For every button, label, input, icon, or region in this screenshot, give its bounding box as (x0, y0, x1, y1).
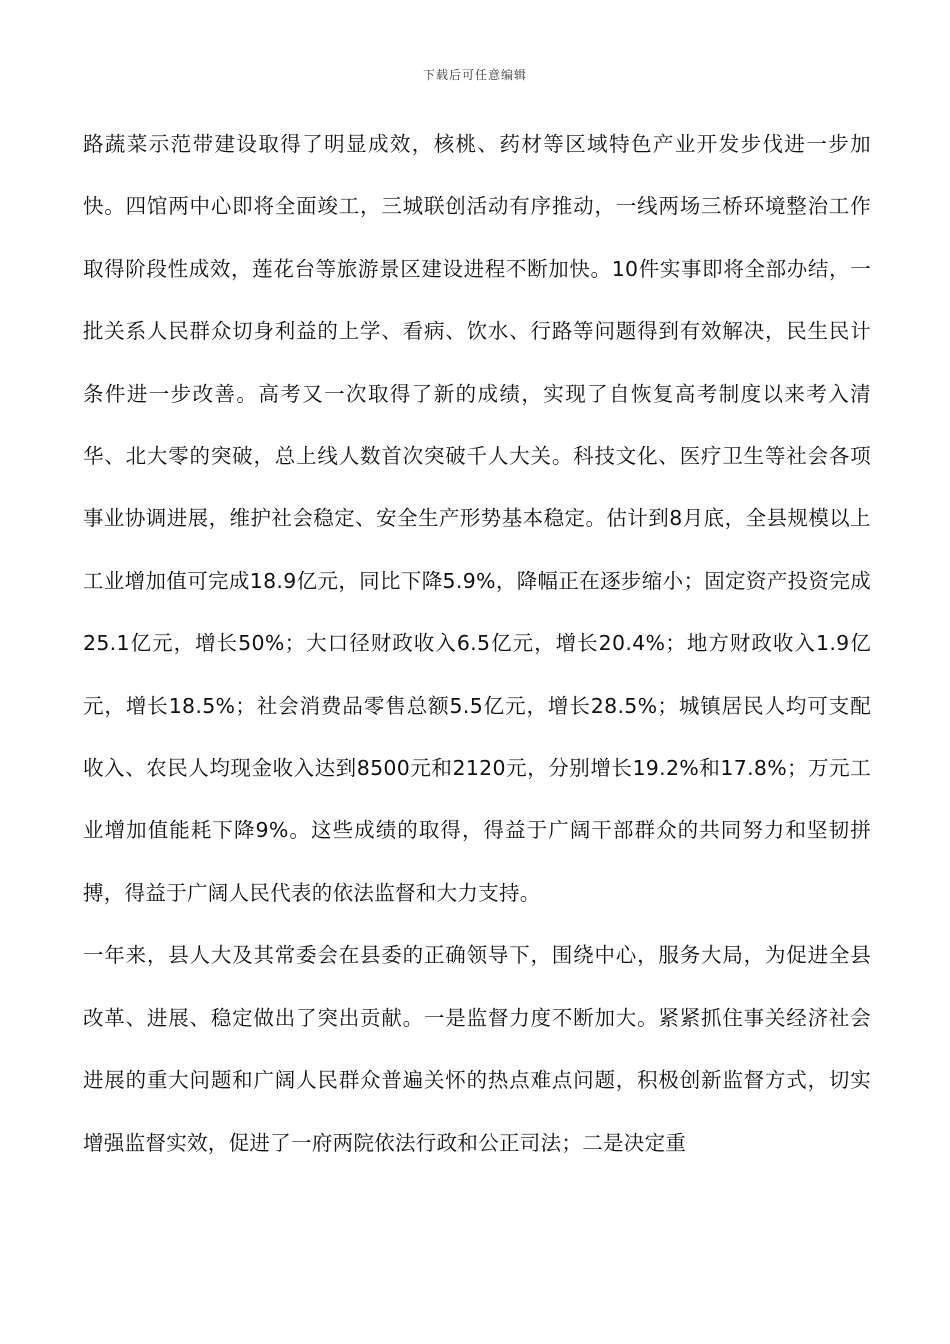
paragraph-achievements: 路蔬菜示范带建设取得了明显成效，核桃、药材等区域特色产业开发步伐进一步加快。四馆两中心即将全面竣工，三城联创活动有序推动，一线两场三桥环境整治工作取得阶段性成效，莲花台等旅游景区建设进程不断加快。10件实事即将全部办结，一批关系人民群众切身利益的上学、看病、饮水、行路等问题得到有效解决，民生民计条件进一步改善。高考又一次取得了新的成绩，实现了自恢复高考制度以来考入清华、北大零的突破，总上线人数首次突破千人大关。科技文化、医疗卫生等社会各项事业协调进展，维护社会稳定、安全生产形势基本稳定。估计到8月底，全县规模以上工业增加值可完成18.9亿元，同比下降5.9%，降幅正在逐步缩小；固定资产投资完成25.1亿元，增长50%；大口径财政收入6.5亿元，增长20.4%；地方财政收入1.9亿元，增长18.5%；社会消费品零售总额5.5亿元，增长28.5%；城镇居民人均可支配收入、农民人均现金收入达到8500元和2120元，分别增长19.2%和17.8%；万元工业增加值能耗下降9%。这些成绩的取得，得益于广阔干部群众的共同努力和坚韧拼搏，得益于广阔人民代表的依法监督和大力支持。 (83, 132, 871, 905)
paragraph-peoples-congress: 一年来，县人大及其常委会在县委的正确领导下，围绕中心，服务大局，为促进全县改革、进展、稳定做出了突出贡献。一是监督力度不断加大。紧紧抓住事关经济社会进展的重大问题和广阔人民群众普遍关怀的热点难点问题，积极创新监督方式，切实增强监督实效，促进了一府两院依法行政和公正司法；二是决定重 (83, 943, 871, 1155)
document-body (83, 113, 871, 1174)
page-header-note: 下载后可任意编辑 (422, 68, 527, 82)
